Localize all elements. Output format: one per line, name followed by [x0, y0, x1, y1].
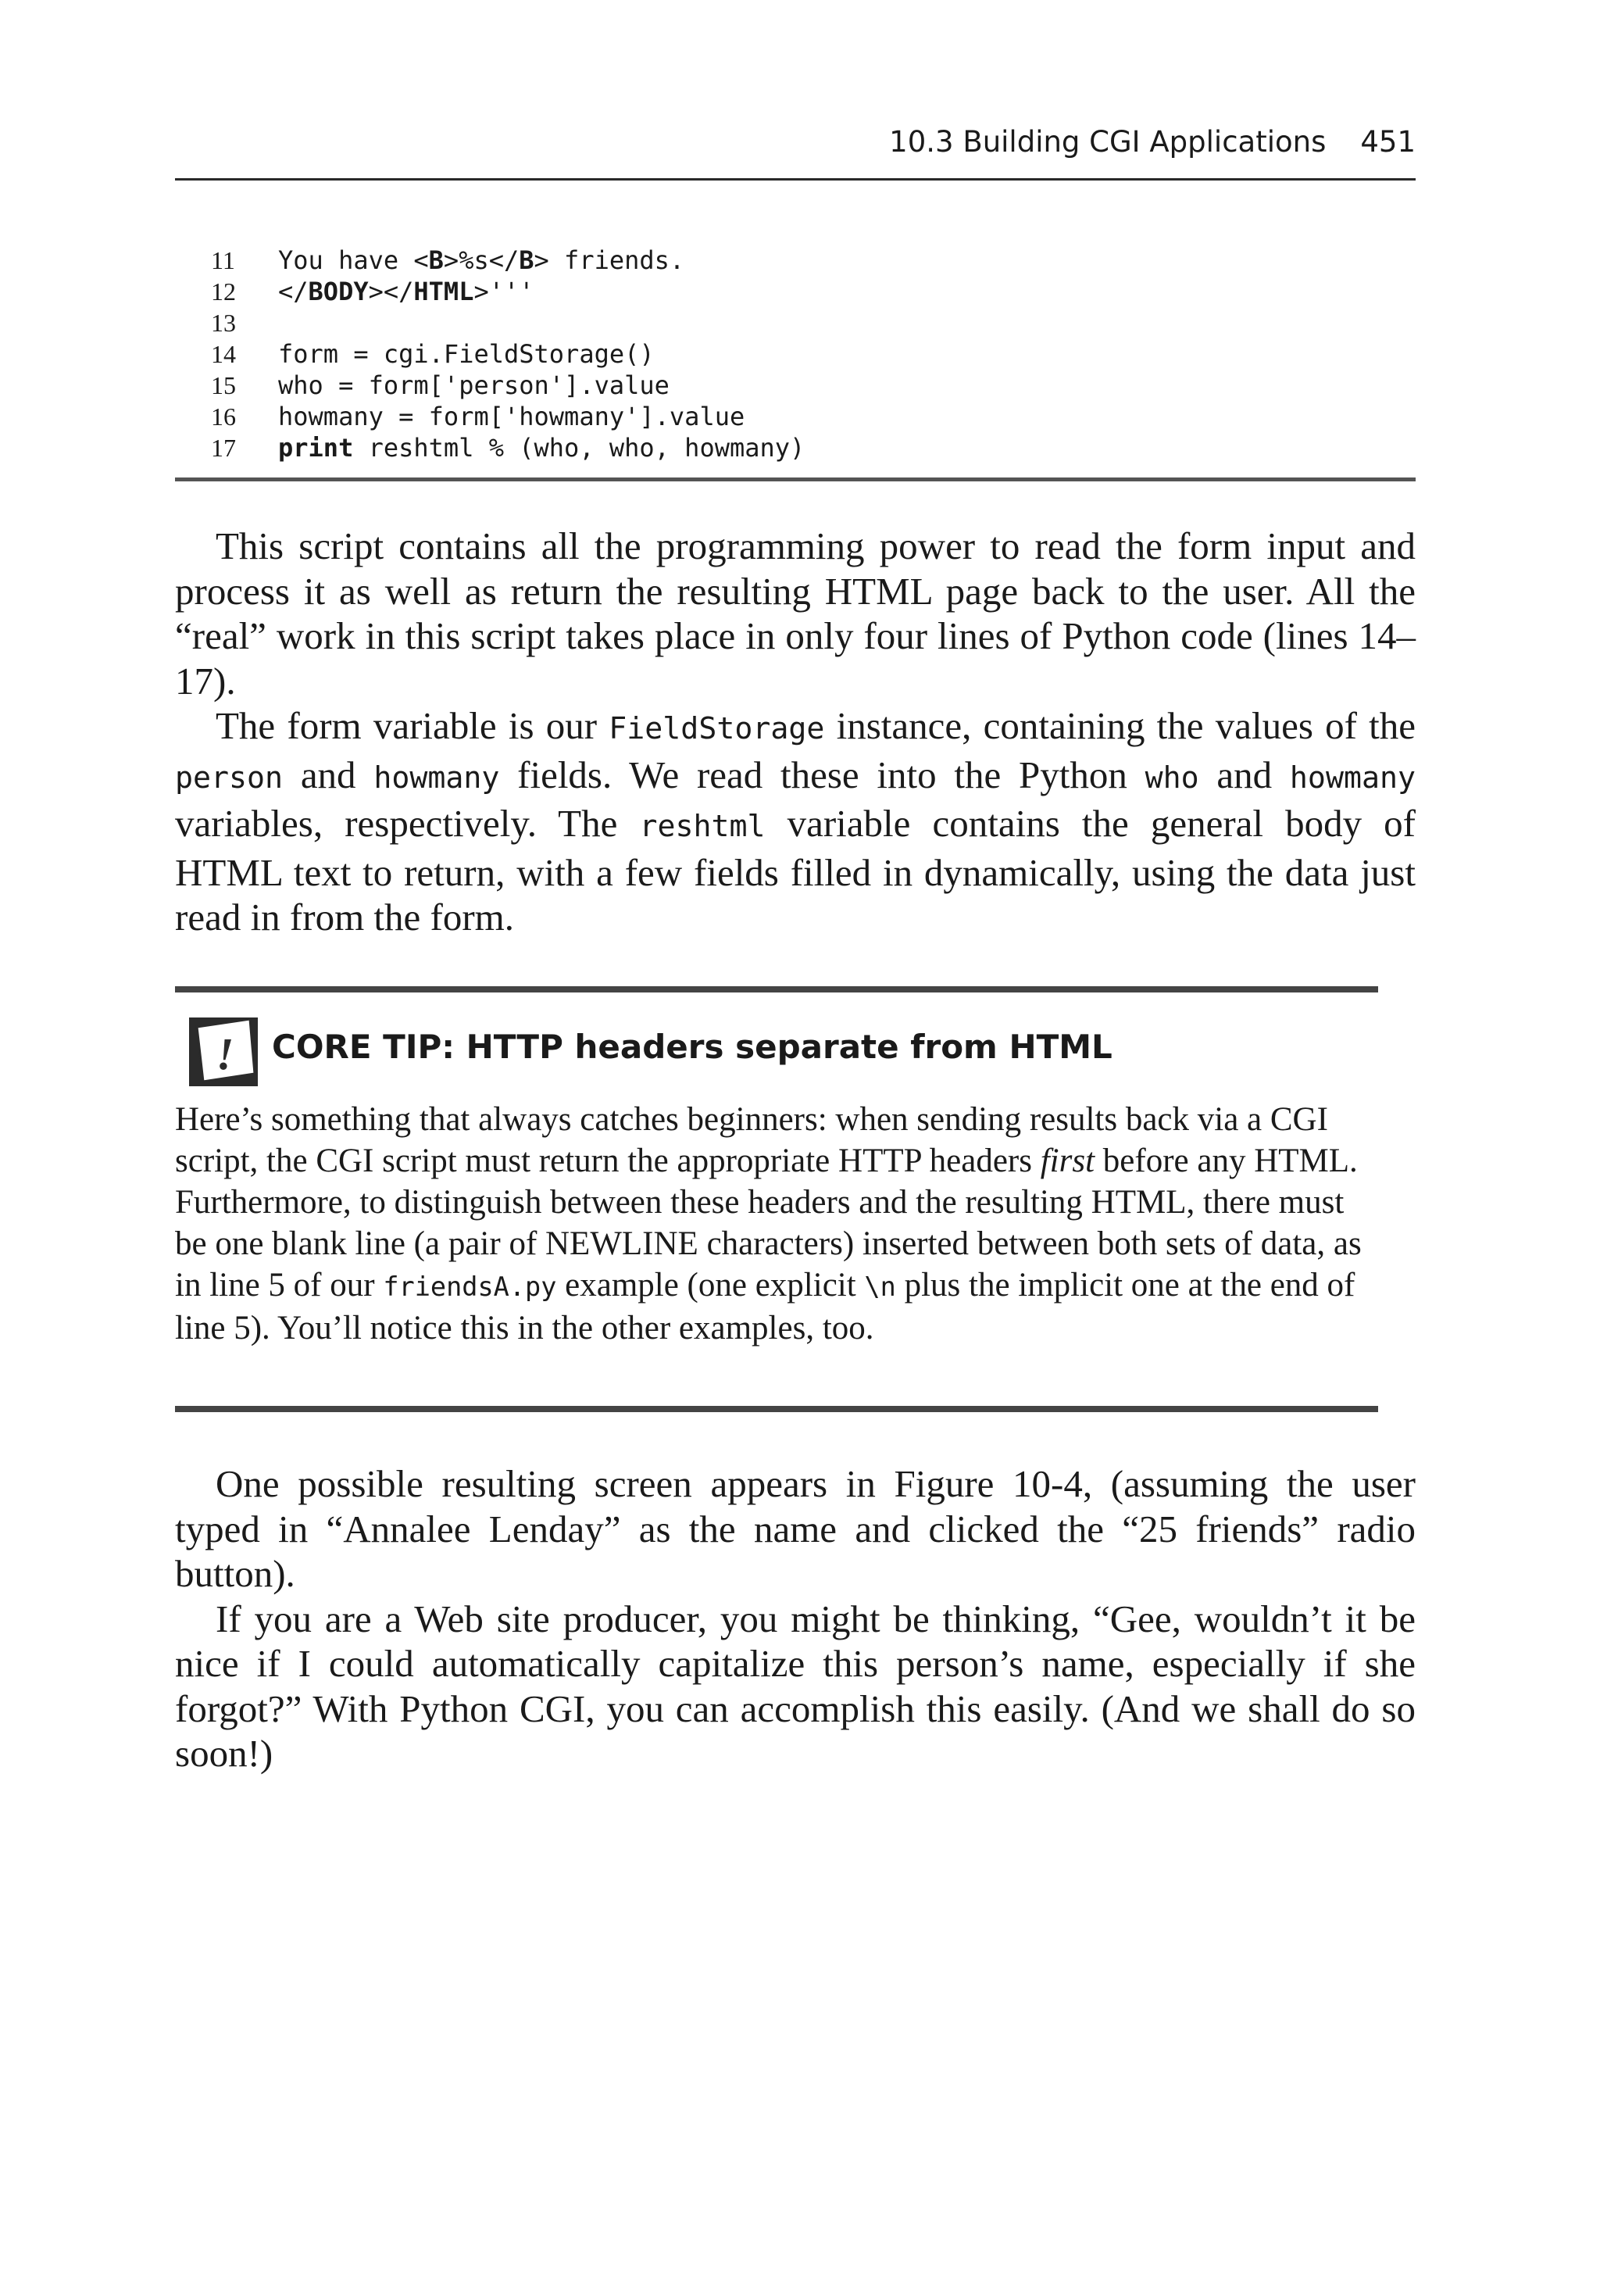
body-text-top — [175, 524, 1416, 940]
code-line — [211, 432, 805, 463]
code-listing — [211, 245, 805, 463]
code-text: </BODY></HTML>''' — [278, 277, 534, 306]
line-number: 14 — [211, 340, 236, 368]
exclamation-icon — [188, 1016, 259, 1088]
code-line — [211, 276, 805, 307]
code-text: who = form['person'].value — [278, 370, 670, 400]
paragraph-4: If you are a Web site producer, you might be thinking, “Gee, wouldn’t it be nice if I could automatically capitalize this person’s name, especially if she forgot?” With Python CGI, you can accomplish this easily. (And we shall do so soon!) — [175, 1597, 1416, 1775]
header-rule — [175, 178, 1416, 181]
page-number: 451 — [1360, 125, 1416, 159]
line-number: 13 — [211, 309, 236, 337]
code-text: print reshtml % (who, who, howmany) — [278, 433, 805, 463]
svg-text:!: ! — [216, 1028, 234, 1079]
paragraph-3: One possible resulting screen appears in Figure 10-4, (assuming the user typed in “Annalee Lenday” as the name and clicked the “25 friends” radio button). — [175, 1462, 1416, 1595]
tip-heading: CORE TIP: HTTP headers separate from HTML — [272, 1028, 1112, 1066]
tip-top-rule — [175, 986, 1378, 992]
tip-bottom-rule — [175, 1406, 1378, 1412]
line-number: 15 — [211, 371, 236, 399]
paragraph-1: This script contains all the programming power to read the form input and process it as well as return the resulting HTML page back to the user. All the “real” work in this script takes place in only four lines of Python code (lines 14–17). — [175, 524, 1416, 703]
code-line — [211, 401, 805, 432]
code-line — [211, 338, 805, 370]
tip-body: Here’s something that always catches beginners: when sending results back via a CGI script, the CGI script must return the appropriate HTTP headers first before any HTML. Furthermore, to distinguish between these headers and the resulting HTML, there must be one blank line (a pair of NEWLINE characters) inserted between both sets of data, as in line 5 of our friendsA.py example (one explicit \n plus the implicit one at the end of line 5). You’ll notice this in the other examples, too. — [175, 1101, 1362, 1346]
code-text: You have <B>%s</B> friends. — [278, 245, 685, 275]
line-number: 17 — [211, 434, 236, 462]
code-text: howmany = form['howmany'].value — [278, 402, 745, 431]
code-line — [211, 370, 805, 401]
paragraph-2: The form variable is our FieldStorage instance, containing the values of the person and howmany fields. We read these into the Python who and howmany variables, respectively. The reshtml variable contains the general body of HTML text to return, with a few fields filled in dynamically, using the data just read in from the form. — [175, 704, 1416, 939]
code-line — [211, 307, 805, 338]
body-text-bottom — [175, 1461, 1416, 1776]
code-bottom-rule — [175, 477, 1416, 481]
code-text: form = cgi.FieldStorage() — [278, 339, 655, 369]
line-number: 11 — [211, 246, 235, 274]
line-number: 12 — [211, 277, 236, 306]
section-title: 10.3 Building CGI Applications — [889, 125, 1327, 159]
running-head — [175, 122, 1416, 163]
line-number: 16 — [211, 402, 236, 431]
code-line — [211, 245, 805, 276]
